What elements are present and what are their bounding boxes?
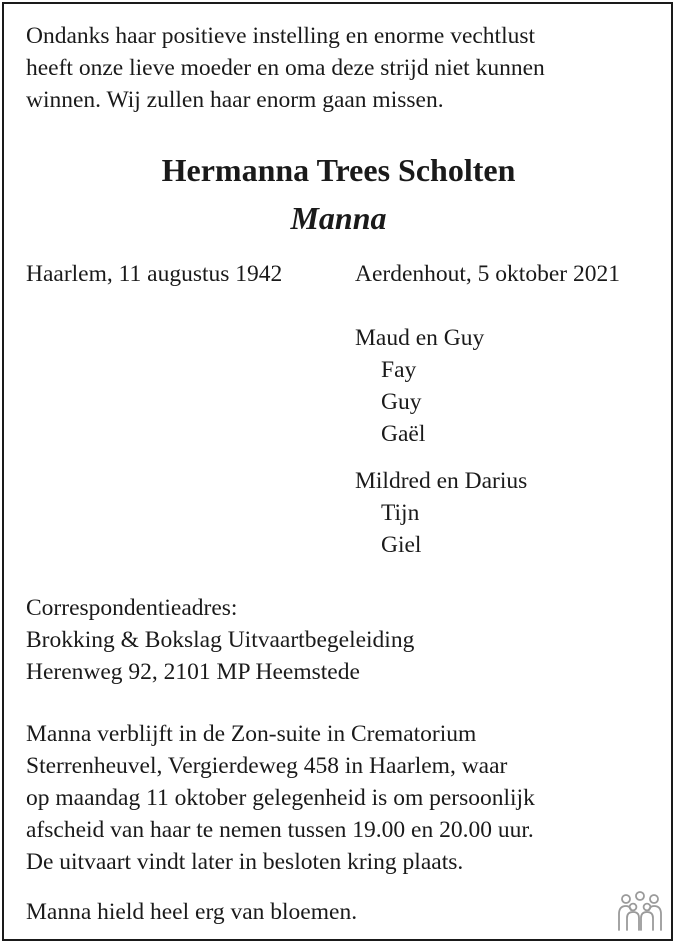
- message-line: De uitvaart vindt later in besloten kring plaats.: [26, 849, 464, 875]
- family-group-2: [355, 465, 527, 561]
- deceased-name: Hermanna Trees Scholten: [161, 152, 516, 188]
- intro-line: winnen. Wij zullen haar enorm gaan missen.: [26, 87, 444, 113]
- correspondence-address: [26, 592, 414, 688]
- message-line: afscheid van haar te nemen tussen 19.00 en 20.00 uur.: [26, 817, 534, 843]
- family-people-icon: [616, 890, 664, 932]
- intro-line: Ondanks haar positieve instelling en enorme vechtlust: [26, 23, 536, 49]
- family-child: Giel: [381, 532, 422, 558]
- intro-line: heeft onze lieve moeder en oma deze strijd niet kunnen: [26, 55, 545, 81]
- farewell-message: [26, 718, 535, 878]
- family-group-1: [355, 322, 484, 450]
- intro-paragraph: [26, 20, 545, 116]
- birth-info: Haarlem, 11 augustus 1942: [26, 261, 283, 287]
- death-info: Aerdenhout, 5 oktober 2021: [355, 261, 620, 287]
- family-child: Gaël: [381, 421, 426, 447]
- closing-line: Manna hield heel erg van bloemen.: [26, 899, 358, 925]
- message-line: op maandag 11 oktober gelegenheid is om persoonlijk: [26, 785, 535, 811]
- family-parents: Mildred en Darius: [355, 468, 528, 494]
- message-line: Manna verblijft in de Zon-suite in Crematorium: [26, 721, 477, 747]
- message-line: Sterrenheuvel, Vergierdeweg 458 in Haarlem, waar: [26, 753, 508, 779]
- correspondence-line: Brokking & Bokslag Uitvaartbegeleiding: [26, 627, 415, 653]
- family-child: Tijn: [381, 500, 420, 526]
- deceased-nickname: Manna: [290, 200, 387, 236]
- correspondence-line: Herenweg 92, 2101 MP Heemstede: [26, 659, 360, 685]
- family-child: Guy: [381, 389, 422, 415]
- correspondence-line: Correspondentieadres:: [26, 595, 238, 621]
- family-child: Fay: [381, 357, 417, 383]
- family-parents: Maud en Guy: [355, 325, 485, 351]
